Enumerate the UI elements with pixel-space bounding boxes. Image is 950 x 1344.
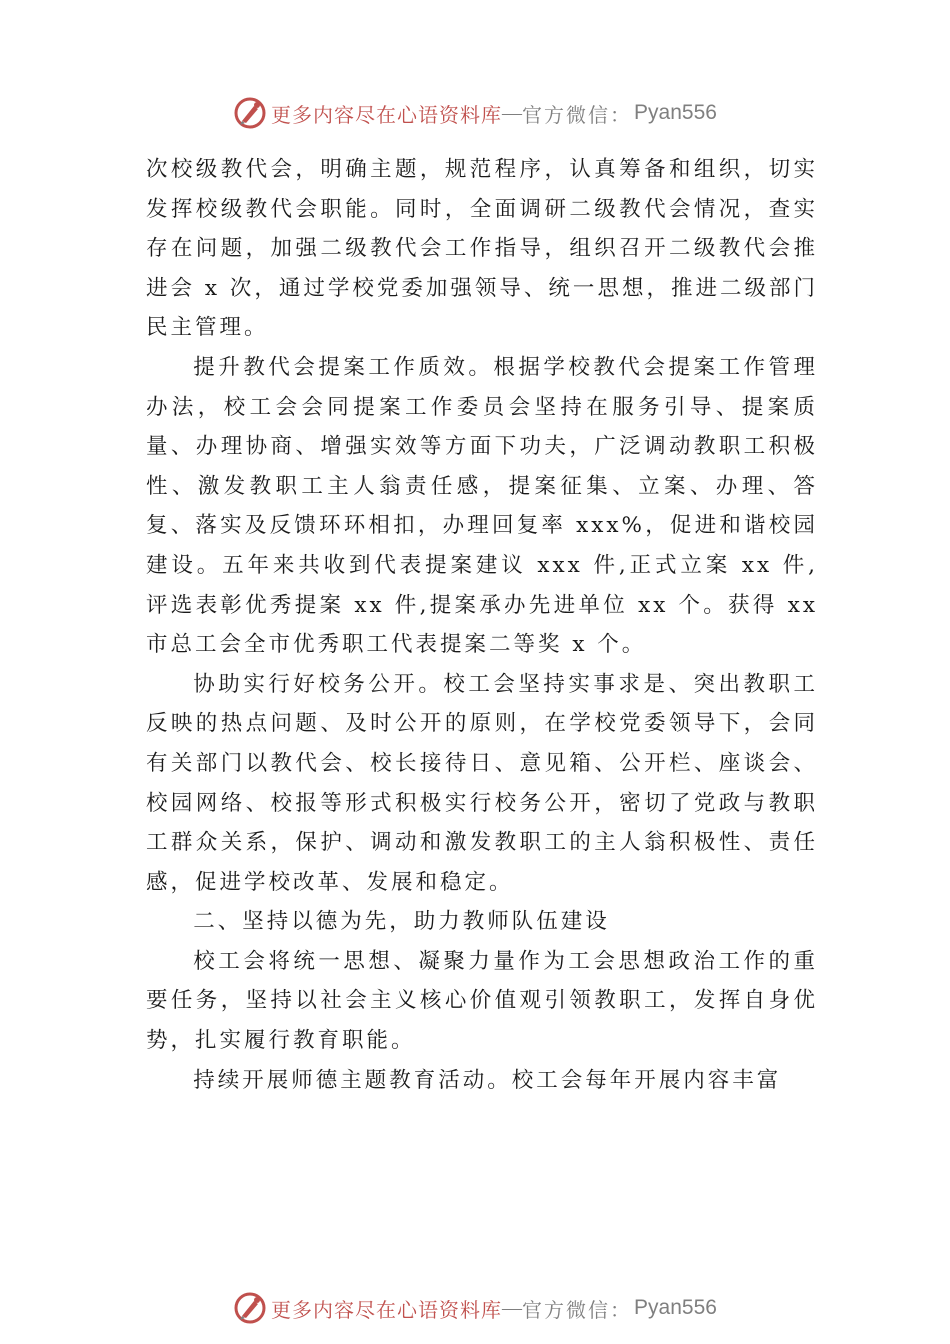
header-banner xyxy=(0,93,950,133)
paragraph: 协助实行好校务公开。校工会坚持实事求是、突出教职工反映的热点问题、及时公开的原则，在学校党委领导下，会同有关部门以教代会、校长接待日、意见箱、公开栏、座谈会、校园网络、校报等形式积极实行校务公开，密切了党政与教职工群众关系，保护、调动和激发教职工的主人翁积极性、责任感，促进学校改革、发展和稳定。 xyxy=(146,671,818,895)
paragraph: 次校级教代会，明确主题，规范程序，认真筹备和组织，切实发挥校级教代会职能。同时，全面调研二级教代会情况，查实存在问题，加强二级教代会工作指导，组织召开二级教代会推进会 x 次，通过学校党委加强领导、统一思想，推进二级部门民主管理。 xyxy=(146,157,818,341)
banner-dash: — xyxy=(502,1296,523,1319)
banner-official-label: 官方微信： xyxy=(522,102,633,127)
banner-wechat-id: Pyan556 xyxy=(634,1296,717,1319)
section-heading: 二、坚持以德为先，助力教师队伍建设 xyxy=(193,909,610,935)
banner-brand-text: 更多内容尽在心语资料库 xyxy=(271,102,503,127)
paragraph: 持续开展师德主题教育活动。校工会每年开展内容丰富 xyxy=(193,1067,782,1093)
pen-seal-icon xyxy=(233,1291,267,1325)
pen-seal-icon xyxy=(233,96,267,130)
paragraph: 提升教代会提案工作质效。根据学校教代会提案工作管理办法，校工会会同提案工作委员会坚持在服务引导、提案质量、办理协商、增强实效等方面下功夫，广泛调动教职工积极性、激发教职工主人翁责任感，提案征集、立案、办理、答复、落实及反馈环环相扣，办理回复率 xxx%，促进和谐校园建设。五年来共收到代表提案建议 xxx 件,正式立案 xx 件,评选表彰优秀提案 xx 件,提案承办先进单位 xx 个。获得 xx 市总工会全市优秀职工代表提案二等奖 x 个。 xyxy=(146,354,818,658)
banner-wechat-id: Pyan556 xyxy=(634,101,717,124)
banner-dash: — xyxy=(502,101,523,124)
document-body xyxy=(146,150,818,1100)
footer-banner xyxy=(0,1288,950,1328)
banner-brand-text: 更多内容尽在心语资料库 xyxy=(271,1297,503,1322)
paragraph: 校工会将统一思想、凝聚力量作为工会思想政治工作的重要任务，坚持以社会主义核心价值观引领教职工，发挥自身优势，扎实履行教育职能。 xyxy=(146,948,818,1054)
banner-official-label: 官方微信： xyxy=(522,1297,633,1322)
